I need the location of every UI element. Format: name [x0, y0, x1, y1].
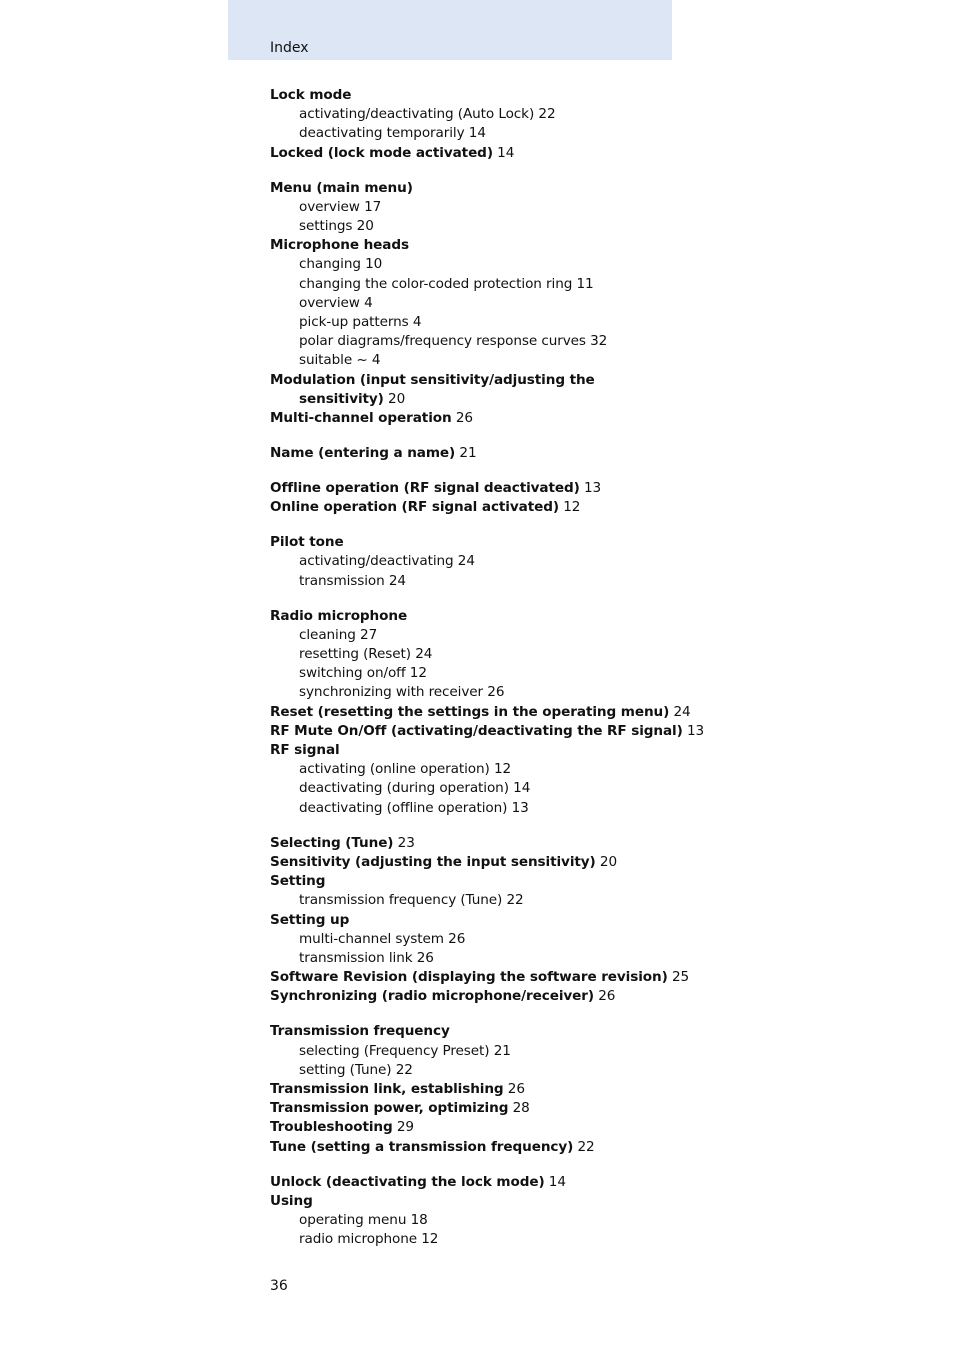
index-subentry	[270, 294, 690, 313]
index-page-ref: 22	[577, 1138, 595, 1155]
index-page-ref: 24	[673, 703, 691, 720]
index-term: Name (entering a name)	[270, 445, 456, 462]
index-term: deactivating (during operation)	[299, 780, 509, 797]
index-term: transmission	[299, 572, 385, 589]
index-subentry	[270, 779, 690, 798]
index-term: activating (online operation)	[299, 761, 490, 778]
index-page-ref: 25	[671, 969, 690, 986]
index-page-ref: 12	[409, 665, 427, 682]
index-subentry	[270, 645, 690, 664]
index-term: Offline operation (RF signal deactivated)	[270, 480, 580, 497]
index-subentry	[270, 124, 690, 143]
index-subentry	[270, 572, 690, 591]
index-entry	[270, 86, 690, 105]
index-subentry	[270, 105, 690, 124]
index-page-ref: 13	[511, 799, 529, 816]
index-page-ref: 17	[364, 198, 382, 215]
index-term: Locked (lock mode activated)	[270, 144, 493, 161]
index-term: Tune (setting a transmission frequency)	[270, 1138, 574, 1155]
page-section-title: Index	[270, 40, 309, 56]
index-term: suitable ~	[299, 352, 368, 369]
index-subentry	[270, 626, 690, 645]
index-list	[270, 86, 705, 1249]
index-term: Modulation (input sensitivity/adjusting the	[270, 371, 595, 388]
index-term: deactivating (offline operation)	[299, 799, 508, 816]
index-subentry	[270, 760, 690, 779]
index-page-ref: 18	[410, 1211, 428, 1228]
index-entry	[270, 498, 690, 517]
index-term: Setting up	[270, 911, 350, 928]
index-subentry	[270, 664, 690, 683]
index-page-ref: 14	[548, 1173, 566, 1190]
index-page-ref: 22	[538, 106, 556, 123]
index-subentry	[270, 1061, 690, 1080]
index-term: pick-up patterns	[299, 314, 409, 331]
index-page-ref: 24	[388, 572, 406, 589]
index-term: Menu (main menu)	[270, 179, 413, 196]
index-subentry	[270, 1211, 690, 1230]
index-page-ref: 26	[416, 949, 434, 966]
index-term: operating menu	[299, 1211, 407, 1228]
index-page-ref: 26	[455, 410, 473, 427]
index-page-ref: 29	[396, 1119, 414, 1136]
index-entry	[270, 1118, 690, 1137]
index-entry	[270, 236, 690, 255]
index-page-ref: 4	[371, 352, 381, 369]
index-page-ref: 12	[563, 499, 581, 516]
index-term: selecting (Frequency Preset)	[299, 1042, 490, 1059]
index-term: sensitivity)	[299, 390, 384, 407]
index-page-ref: 28	[512, 1100, 530, 1117]
index-page-ref: 21	[459, 445, 477, 462]
index-term: RF Mute On/Off (activating/deactivating the RF signal)	[270, 722, 683, 739]
index-term: Unlock (deactivating the lock mode)	[270, 1173, 545, 1190]
index-subentry	[270, 351, 690, 370]
index-term: Lock mode	[270, 87, 352, 103]
index-page-ref: 12	[493, 761, 512, 778]
index-term: Transmission power, optimizing	[270, 1100, 509, 1117]
index-term: Sensitivity (adjusting the input sensitivity)	[270, 853, 596, 870]
index-term: RF signal	[270, 742, 340, 759]
index-term: cleaning	[299, 626, 356, 643]
index-page-ref: 4	[412, 314, 422, 331]
index-term: Selecting (Tune)	[270, 834, 394, 851]
index-term: Using	[270, 1192, 313, 1209]
page-number: 36	[270, 1278, 288, 1294]
index-subentry	[270, 198, 690, 217]
index-page-ref: 20	[388, 390, 406, 407]
index-subentry	[270, 949, 690, 968]
index-entry	[270, 1099, 690, 1118]
index-entry	[270, 968, 690, 987]
index-term: changing	[299, 256, 361, 273]
index-term: deactivating temporarily	[299, 125, 465, 142]
index-subentry	[270, 799, 690, 818]
index-entry	[270, 853, 690, 872]
index-term: multi-channel system	[299, 930, 444, 947]
index-subentry	[270, 552, 690, 571]
index-page-ref: 21	[493, 1042, 511, 1059]
index-term: resetting (Reset)	[299, 646, 411, 663]
index-term: radio microphone	[299, 1231, 418, 1248]
index-page-ref: 20	[356, 218, 374, 235]
index-subentry	[270, 683, 690, 702]
index-entry	[270, 1173, 690, 1192]
index-term: Microphone heads	[270, 237, 409, 254]
index-page-ref: 22	[395, 1061, 413, 1078]
index-term: Synchronizing (radio microphone/receiver)	[270, 988, 595, 1005]
index-entry	[270, 144, 690, 163]
index-term: Transmission frequency	[270, 1023, 450, 1040]
index-page-ref: 10	[365, 256, 383, 273]
index-term: Pilot tone	[270, 534, 344, 551]
index-subentry	[270, 1230, 690, 1249]
index-page-ref: 11	[576, 275, 594, 292]
index-page-ref: 14	[497, 144, 515, 161]
index-page-ref: 13	[686, 722, 705, 739]
index-page-ref: 4	[364, 294, 373, 311]
index-subentry	[270, 217, 690, 236]
index-subentry	[270, 1042, 690, 1061]
index-page-ref: 27	[360, 626, 378, 643]
index-term: Reset (resetting the settings in the operating menu)	[270, 703, 670, 720]
index-entry	[270, 834, 690, 853]
index-page-ref: 26	[507, 1080, 525, 1097]
index-entry	[270, 1022, 690, 1041]
index-subentry	[270, 891, 690, 910]
index-term: activating/deactivating	[299, 553, 454, 570]
index-entry	[270, 371, 690, 390]
index-entry	[270, 607, 690, 626]
index-term: transmission frequency (Tune)	[299, 892, 503, 909]
index-entry	[270, 741, 690, 760]
index-subentry	[270, 255, 690, 274]
header-band	[228, 0, 672, 60]
index-entry	[270, 179, 690, 198]
index-page-ref: 23	[397, 834, 415, 851]
index-entry	[270, 872, 690, 891]
index-page-ref: 26	[448, 930, 466, 947]
index-page-ref: 20	[599, 853, 617, 870]
index-entry	[270, 1192, 690, 1211]
index-term: Setting	[270, 873, 326, 890]
index-term: overview	[299, 198, 360, 215]
index-page-ref: 32	[590, 333, 608, 350]
index-subentry	[270, 275, 690, 294]
index-term: Online operation (RF signal activated)	[270, 499, 559, 516]
index-entry	[270, 409, 690, 428]
index-term: synchronizing with receiver	[299, 684, 484, 701]
index-term: activating/deactivating (Auto Lock)	[299, 106, 535, 123]
index-entry	[270, 911, 690, 930]
index-term: transmission link	[299, 949, 413, 966]
index-subentry	[270, 332, 690, 351]
index-term: polar diagrams/frequency response curves	[299, 333, 586, 350]
index-entry	[270, 1138, 690, 1157]
index-page-ref: 12	[421, 1231, 439, 1248]
index-entry	[270, 533, 690, 552]
index-entry	[270, 1080, 690, 1099]
index-page-ref: 14	[513, 780, 531, 797]
index-entry	[270, 479, 690, 498]
index-subentry	[270, 313, 690, 332]
index-page-ref: 13	[584, 480, 602, 497]
index-term: setting (Tune)	[299, 1061, 392, 1078]
index-term: overview	[299, 294, 360, 311]
index-page-ref: 14	[468, 125, 486, 142]
index-entry	[270, 987, 690, 1006]
index-entry	[270, 444, 690, 463]
index-page-ref: 24	[415, 646, 433, 663]
index-term: Transmission link, establishing	[270, 1080, 504, 1097]
index-term: Multi-channel operation	[270, 410, 452, 427]
index-term: Software Revision (displaying the software revision)	[270, 969, 668, 986]
index-page-ref: 26	[487, 684, 505, 701]
index-page-ref: 26	[598, 988, 616, 1005]
index-term: changing the color-coded protection ring	[299, 275, 573, 292]
index-term: Radio microphone	[270, 607, 408, 624]
index-page-ref: 24	[457, 553, 475, 570]
index-term: switching on/off	[299, 665, 406, 682]
index-term: settings	[299, 218, 353, 235]
index-term: Troubleshooting	[270, 1119, 393, 1136]
index-entry	[270, 722, 705, 741]
index-entry	[270, 703, 690, 722]
index-subentry	[270, 930, 690, 949]
index-subentry	[270, 390, 690, 409]
index-page-ref: 22	[506, 892, 524, 909]
